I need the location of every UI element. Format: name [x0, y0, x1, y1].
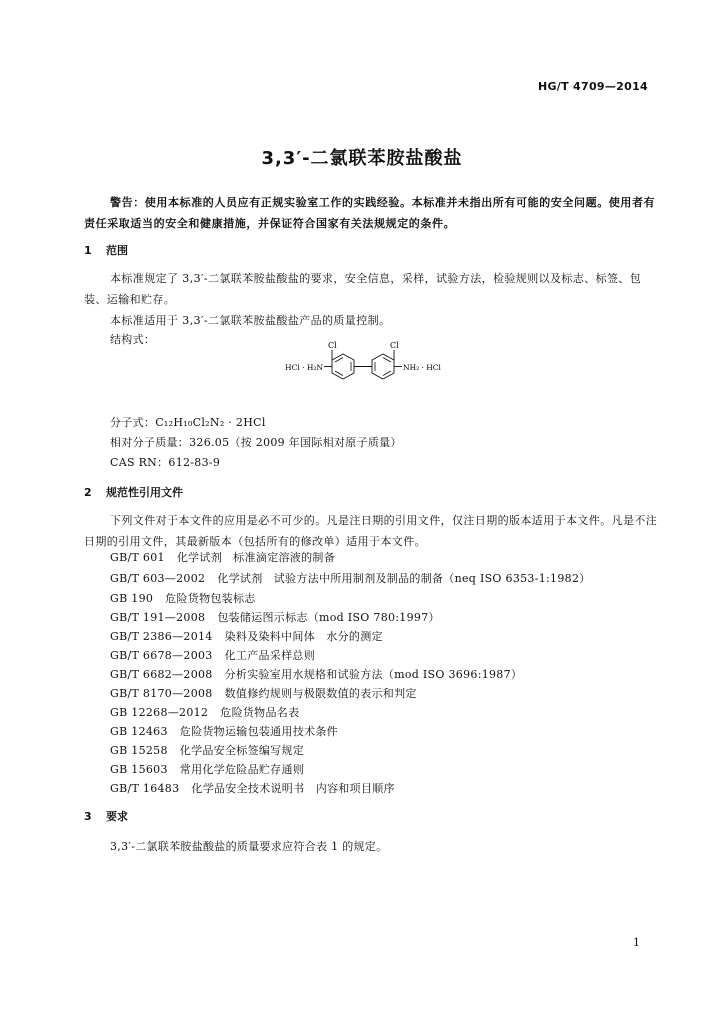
reference-title: 危险货物运输包装通用技术条件: [179, 725, 338, 738]
reference-title: 分析实验室用水规格和试验方法（mod ISO 3696:1987）: [224, 668, 523, 681]
reference-code: GB/T 191—2008: [110, 611, 206, 624]
reference-title: 化学试剂 标准滴定溶液的制备: [176, 551, 336, 564]
reference-item: [110, 742, 304, 758]
reference-item: [110, 704, 299, 720]
reference-title: 常用化学危险品贮存通则: [179, 763, 305, 776]
structural-formula-drawing: [280, 340, 460, 396]
reference-code: GB/T 6682—2008: [110, 668, 213, 681]
reference-item: [110, 628, 383, 644]
reference-item: [110, 761, 304, 777]
left-amine-group: HCl · H₂N: [285, 363, 323, 372]
reference-code: GB/T 603—2002: [110, 572, 206, 585]
section-1-heading: [84, 242, 128, 258]
reference-title: 化学品安全技术说明书 内容和项目顺序: [191, 782, 395, 795]
reference-title: 化工产品采样总则: [224, 649, 316, 662]
reference-item: [110, 647, 315, 663]
page-number: 1: [633, 936, 640, 949]
reference-title: 包装储运图示标志（mod ISO 780:1997）: [217, 611, 440, 624]
reference-item: [110, 666, 522, 682]
right-amine-group: NH₂ · HCl: [403, 363, 441, 372]
molecular-mass: 相对分子质量：326.05（按 2009 年国际相对原子质量）: [110, 436, 402, 449]
reference-code: GB 12268—2012: [110, 706, 209, 719]
reference-item: [110, 609, 440, 625]
reference-code: GB/T 8170—2008: [110, 687, 213, 700]
reference-code: GB/T 2386—2014: [110, 630, 213, 643]
reference-title: 数值修约规则与极限数值的表示和判定: [224, 687, 417, 700]
section-2-title: 规范性引用文件: [106, 486, 183, 499]
reference-title: 化学品安全标签编写规定: [179, 744, 305, 757]
standard-code: HG/T 4709—2014: [537, 80, 648, 93]
structure-label: 结构式：: [110, 333, 156, 346]
cas-number: CAS RN：612-83-9: [110, 456, 221, 469]
reference-code: GB/T 601: [110, 551, 165, 564]
molecular-formula: C₁₂H₁₀Cl₂N₂ · 2HCl: [155, 416, 266, 429]
molecular-formula-label: 分子式：: [110, 416, 156, 429]
reference-code: GB 12463: [110, 725, 168, 738]
reference-code: GB/T 16483: [110, 782, 180, 795]
section-3-title: 要求: [106, 810, 128, 823]
reference-item: [110, 549, 335, 565]
section-1-title: 范围: [106, 244, 128, 257]
reference-item: [110, 570, 591, 586]
section-2-number: 2: [84, 486, 92, 499]
chlorine-right-label: Cl: [390, 341, 399, 350]
reference-title: 危险货物品名表: [220, 706, 300, 719]
references-intro: 下列文件对于本文件的应用是必不可少的。凡是注日期的引用文件，仅注日期的版本适用于本文件。凡是不注日期的引用文件，其最新版本（包括所有的修改单）适用于本文件。: [84, 514, 658, 548]
reference-title: 染料及染料中间体 水分的测定: [224, 630, 383, 643]
section-2-heading: [84, 484, 183, 500]
reference-code: GB 190: [110, 592, 154, 605]
scope-paragraph-2: 本标准适用于 3,3′-二氯联苯胺盐酸盐产品的质量控制。: [110, 314, 391, 327]
reference-item: [110, 685, 417, 701]
reference-title: 化学试剂 试验方法中所用制剂及制品的制备（neq ISO 6353-1:1982）: [217, 572, 591, 585]
chlorine-left-label: Cl: [328, 341, 337, 350]
reference-title: 危险货物包装标志: [165, 592, 256, 605]
reference-code: GB/T 6678—2003: [110, 649, 213, 662]
scope-paragraph-1: 本标准规定了 3,3′-二氯联苯胺盐酸盐的要求，安全信息，采样，试验方法，检验规则以及标志、标签、包装、运输和贮存。: [84, 272, 642, 306]
structural-formula: [280, 340, 460, 396]
reference-item: [110, 723, 338, 739]
warning-paragraph: 警告：使用本标准的人员应有正规实验室工作的实践经验。本标准并未指出所有可能的安全问题。使用者有责任采取适当的安全和健康措施，并保证符合国家有关法规规定的条件。: [84, 196, 656, 230]
section-3-number: 3: [84, 810, 92, 823]
molecular-formula-line: [110, 414, 266, 430]
reference-item: [110, 590, 256, 606]
requirements-paragraph: 3,3′-二氯联苯胺盐酸盐的质量要求应符合表 1 的规定。: [110, 840, 388, 853]
section-1-number: 1: [84, 244, 92, 257]
reference-item: [110, 780, 395, 796]
reference-code: GB 15603: [110, 763, 168, 776]
section-3-heading: [84, 808, 128, 824]
document-title: 3,3′-二氯联苯胺盐酸盐: [261, 148, 463, 169]
reference-code: GB 15258: [110, 744, 168, 757]
